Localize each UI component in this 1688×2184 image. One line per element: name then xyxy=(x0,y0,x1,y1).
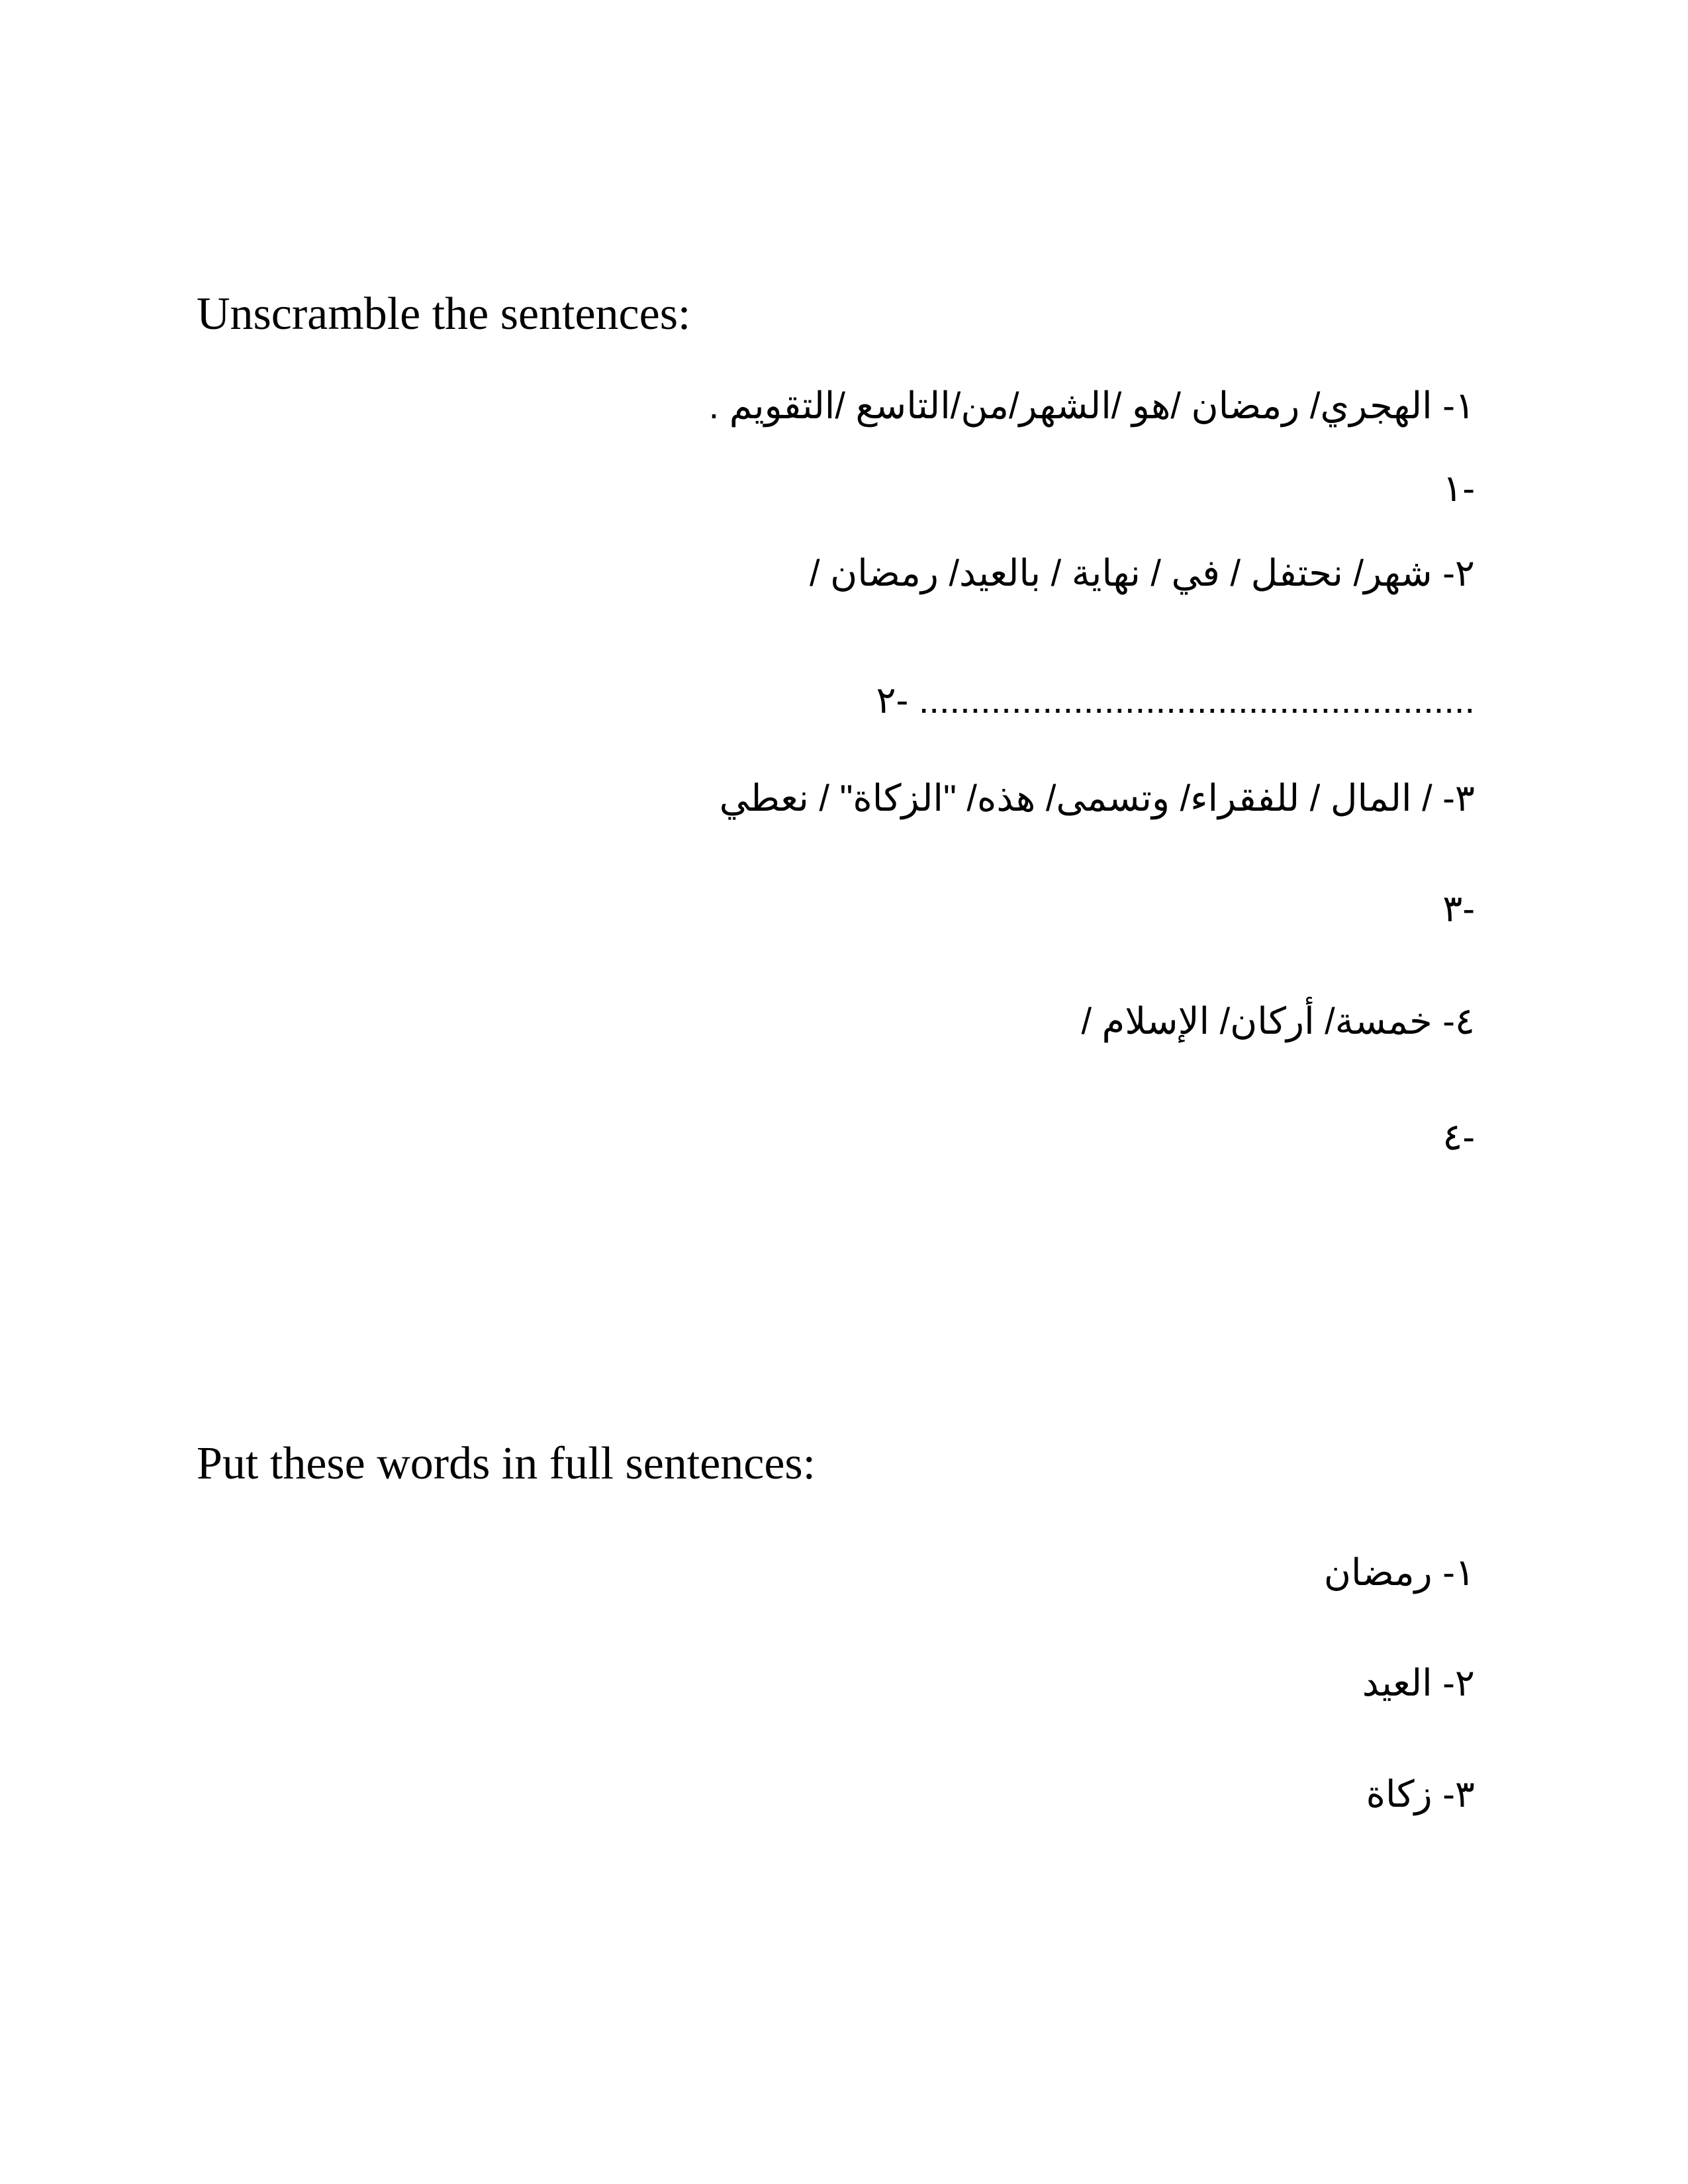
unscramble-prompt-1: ١- الهجري/ رمضان /هو /الشهر/من/التاسع /التقويم . xyxy=(708,385,1475,426)
word-item-3: ٣- زكاة xyxy=(1366,1773,1475,1815)
unscramble-prompt-3: ٣- / المال / للفقراء/ وتسمى/ هذه/ "الزكاة" / نعطي xyxy=(719,777,1475,819)
unscramble-prompt-4: ٤- خمسة/ أركان/ الإسلام / xyxy=(1081,1000,1475,1042)
unscramble-answer-3: ٣- xyxy=(1442,887,1475,929)
unscramble-answer-4: ٤- xyxy=(1442,1116,1475,1158)
unscramble-answer-1: ١- xyxy=(1442,467,1475,509)
full-sentences-heading: Put these words in full sentences: xyxy=(197,1438,816,1489)
word-item-2: ٢- العيد xyxy=(1362,1662,1475,1704)
unscramble-answer-2: ٢- ...................................................... xyxy=(876,679,1475,721)
unscramble-prompt-2: ٢- شهر/ نحتفل / في / نهاية / بالعيد/ رمضان / xyxy=(810,552,1475,594)
word-item-1: ١- رمضان xyxy=(1323,1551,1475,1593)
unscramble-heading: Unscramble the sentences: xyxy=(197,289,691,340)
